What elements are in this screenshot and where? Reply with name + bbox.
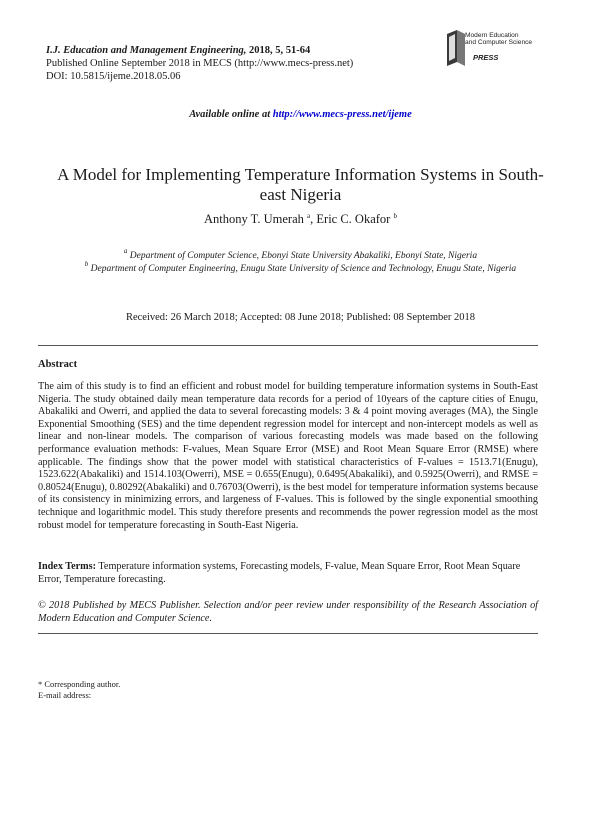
journal-volume: 2018, 5, 51-64 <box>249 45 311 56</box>
book-icon <box>445 28 467 68</box>
logo-text: Modern Education and Computer Science <box>465 32 533 47</box>
publication-info: Published Online September 2018 in MECS (http://www.mecs-press.net) <box>46 58 354 69</box>
author-name: Anthony T. Umerah <box>204 212 304 226</box>
author-list: Anthony T. Umerah $^a$, Eric C. Okafor $^b$ <box>204 212 397 226</box>
author-name: Eric C. Okafor <box>316 212 391 226</box>
affiliation: $^b$ Department of Computer Engineering, Enugu State University of Science and Technology, Enugu State, Nigeria <box>84 260 517 274</box>
email-address: E-mail address: <box>38 690 92 700</box>
journal-name: I.J. Education and Management Engineering, <box>46 45 247 56</box>
corresponding-author: * Corresponding author. <box>38 679 121 689</box>
footnote <box>38 679 120 701</box>
divider <box>38 633 538 634</box>
available-online: Available online at http://www.mecs-press.net/ijeme <box>189 109 412 120</box>
author-sup: b <box>393 212 397 220</box>
publisher-logo <box>445 26 565 72</box>
doi: DOI: 10.5815/ijeme.2018.05.06 <box>46 71 181 82</box>
journal-link[interactable]: http://www.mecs-press.net/ijeme <box>272 109 412 120</box>
index-terms-label: Index Terms: <box>38 561 97 572</box>
abstract-text: The aim of this study is to find an efficient and robust model for building temperature information systems in South-East Nigeria. The study obtained daily mean temperature data records for a period of 10years of the capture cities of Enugu, Abakaliki and Owerri, and applied the data to several forecasting models: 3 & 4 point moving averages (MA), the Single Exponential Smoothing (SES) and the time dependent regression model for intercept and non-intercept models as well as linear and non-linear models. The comparison of various forecasting models was made based on the following performance evaluation methods: F-values, Mean Square Error (MSE) and Root Mean Square Error (RMSE) where applicable. The findings show that the power model with statistical characteristics of F-values = 1513.71(Enugu), 1523.622(Abakaliki) and 1514.103(Owerri), MSE = 0.655(Enugu), 0.6495(Abakaliki), and 0.5925(Owerri), and RMSE = 0.80524(Enugu), 0.80292(Abakaliki) and 0.76703(Owerri), is the best model for temperature information systems because of its consistency in minimizing errors, and largeness of F-values. This is followed by the single exponential smoothing technique and logarithmic model. This study therefore presents and recommends the power regression model as the most robust model for temperature forecasting in South-East Nigeria. <box>38 381 538 531</box>
index-terms-text: Temperature information systems, Forecasting models, F-value, Mean Square Error, Root Mean Square Error, Temperature forecasting. <box>38 561 521 585</box>
journal-header <box>46 44 406 83</box>
divider <box>38 345 538 346</box>
journal-citation <box>46 44 406 57</box>
copyright-notice: © 2018 Published by MECS Publisher. Selection and/or peer review under responsibility of the Research Association of Modern Education and Computer Science. <box>38 600 538 624</box>
affiliation: $^a$ Department of Computer Science, Ebonyi State University Abakaliki, Ebonyi State, Nigeria <box>123 247 478 261</box>
index-terms <box>38 561 538 586</box>
affiliations <box>46 247 555 276</box>
abstract-heading: Abstract <box>38 359 78 370</box>
author-sup: a <box>307 212 311 220</box>
logo-press: PRESS <box>473 53 499 62</box>
paper-title: A Model for Implementing Temperature Information Systems in South-east Nigeria <box>57 165 544 204</box>
submission-dates: Received: 26 March 2018; Accepted: 08 June 2018; Published: 08 September 2018 <box>125 312 476 323</box>
